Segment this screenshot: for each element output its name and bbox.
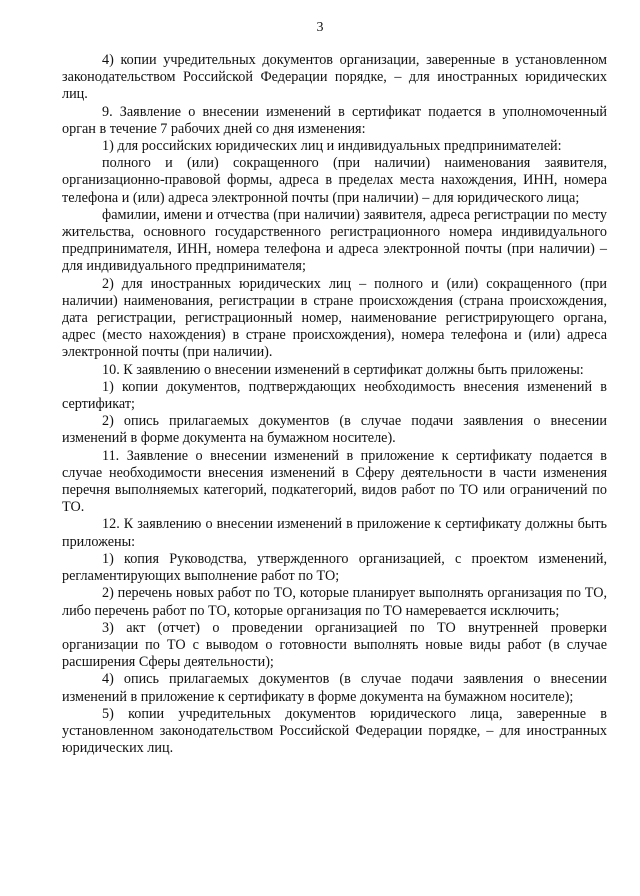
- paragraph: 11. Заявление о внесении изменений в приложение к сертификату подается в случае необходимости внесения изменений в Сферу деятельности в части изменения перечня выполняемых категорий, подкатегорий, видов работ по ТО или ограничений по ТО.: [62, 447, 607, 516]
- paragraph: 4) копии учредительных документов организации, заверенные в установленном законодательством Российской Федерации порядке, – для иностранных юридических лиц.: [62, 52, 607, 103]
- paragraph: полного и (или) сокращенного (при наличии) наименования заявителя, организационно-правовой формы, адреса в пределах места нахождения, ИНН, номера телефона и (или) адреса электронной почты (при наличии) – для юридического лица;: [62, 155, 607, 206]
- paragraph: 10. К заявлению о внесении изменений в сертификат должны быть приложены:: [102, 361, 584, 378]
- paragraph: 1) для российских юридических лиц и индивидуальных предпринимателей:: [102, 138, 562, 155]
- paragraph: 2) перечень новых работ по ТО, которые планирует выполнять организация по ТО, либо перечень работ по ТО, которые организация по ТО намеревается исключить;: [62, 585, 607, 619]
- paragraph: 1) копии документов, подтверждающих необходимость внесения изменений в сертификат;: [62, 378, 607, 413]
- paragraph: фамилии, имени и отчества (при наличии) заявителя, адреса регистрации по месту жительства, основного государственного регистрационного номера индивидуального предпринимателя, ИНН, номера телефона и адреса электронной почты (при наличии) – для индивидуального предпринимателя;: [62, 206, 607, 275]
- page-number: 3: [316, 20, 324, 35]
- paragraph: 2) для иностранных юридических лиц – полного и (или) сокращенного (при наличии) наименования, регистрации в стране происхождения (страна происхождения, дата регистрации, регистрационный номер, наименование регистрирующего органа, адрес (место нахождения) в стране происхождения), номера телефона и (или) адреса электронной почты (при наличии).: [62, 275, 607, 361]
- paragraph: 4) опись прилагаемых документов (в случае подачи заявления о внесении изменений в приложение к сертификату в форме документа на бумажном носителе);: [62, 671, 607, 705]
- paragraph: 2) опись прилагаемых документов (в случае подачи заявления о внесении изменений в форме документа на бумажном носителе).: [62, 413, 607, 447]
- paragraph: 1) копия Руководства, утвержденного организацией, с проектом изменений, регламентирующих выполнение работ по ТО;: [62, 550, 607, 585]
- paragraph: 9. Заявление о внесении изменений в сертификат подается в уполномоченный орган в течение 7 рабочих дней со дня изменения:: [62, 103, 607, 137]
- paragraph: 12. К заявлению о внесении изменений в приложение к сертификату должны быть приложены:: [62, 516, 607, 550]
- paragraph: 5) копии учредительных документов юридического лица, заверенные в установленном законодательством Российской Федерации порядке, – для иностранных юридических лиц.: [62, 705, 607, 757]
- paragraph: 3) акт (отчет) о проведении организацией по ТО внутренней проверки организации по ТО с выводом о готовности выполнять новые виды работ (в случае расширения Сферы деятельности);: [62, 619, 607, 671]
- document-body: [62, 52, 607, 757]
